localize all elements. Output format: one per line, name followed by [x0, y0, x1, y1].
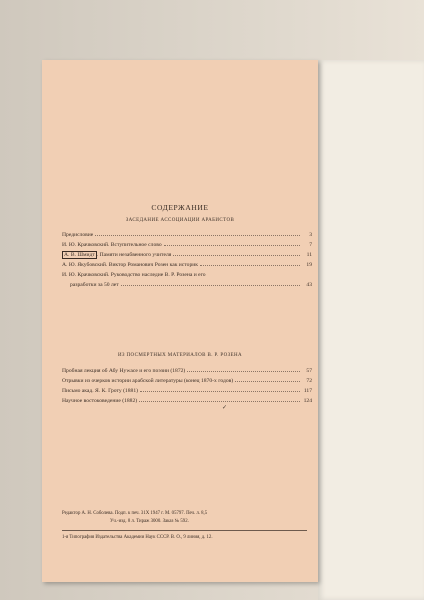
toc-list-2 [62, 366, 312, 406]
toc-entry [62, 250, 312, 260]
toc-entry-title: И. Ю. Крачковский. Вступительное слово [62, 242, 162, 248]
toc-entry-title: Письмо акад. Я. К. Гроту (1881) [62, 388, 138, 394]
section-heading-2: ИЗ ПОСМЕРТНЫХ МАТЕРИАЛОВ В. Р. РОЗЕНА [117, 353, 243, 358]
toc-entry-title: А. Ю. Якубовский. Виктор Романович Розен как историк [62, 262, 198, 268]
facing-page [318, 60, 424, 600]
toc-entry [62, 396, 312, 406]
dot-leader [164, 244, 300, 246]
toc-entry [62, 386, 312, 396]
toc-entry-rest: . Памяти незабвенного учителя [96, 252, 172, 258]
pencil-check-mark: ✓ [222, 405, 228, 411]
imprint-block [62, 510, 307, 542]
toc-entry-title: И. Ю. Крачковский. Руководство наследие В. Р. Розена и его [62, 272, 206, 278]
toc-entry-title: Пробная лекция об Абу Нуwaсе и его поэзии (1872) [62, 368, 186, 374]
dot-leader [235, 380, 300, 382]
imprint-line-3: 1-я Типография Издательства Академии Наук СССР. В. О., 9 линия, д. 12. [62, 535, 213, 540]
toc-entry [62, 270, 312, 280]
toc-entry-page: 11 [306, 252, 312, 258]
imprint-divider [62, 530, 307, 531]
dot-leader [200, 264, 300, 266]
toc-entry-page: 19 [306, 262, 312, 268]
toc-entry-page: 7 [309, 242, 312, 248]
imprint-line-2: Уч.-изд. 8 л. Тираж 3000. Заказ № 592. [110, 519, 189, 524]
toc-entry-page: 72 [306, 378, 312, 384]
toc-list-1 [62, 230, 312, 290]
dot-leader [173, 254, 300, 256]
page-title: СОДЕРЖАНИЕ [151, 203, 209, 212]
toc-entry-page: 57 [306, 368, 312, 374]
toc-entry-page: 117 [303, 388, 312, 394]
toc-entry-title [62, 250, 171, 260]
toc-entry [62, 280, 312, 290]
imprint-line-1: Редактор А. Н. Соболева. Подп. к печ. 31Х 1947 г. М. 05797. Печ. л. 8,5 [62, 511, 208, 516]
dot-leader [121, 284, 300, 286]
toc-entry-title: разработки за 50 лет [70, 282, 119, 288]
boxed-author: А. В. Шмидт [64, 252, 95, 258]
toc-entry-page: 43 [306, 282, 312, 288]
book-page [42, 60, 318, 582]
toc-entry [62, 366, 312, 376]
toc-entry-title: Отрывки из очерков истории арабской литературы (конец 1870-х годов) [62, 378, 234, 384]
dot-leader [139, 400, 300, 402]
toc-entry [62, 376, 312, 386]
dot-leader [95, 234, 300, 236]
dot-leader [140, 390, 300, 392]
toc-entry-title: Научное востоковедение (1882) [62, 398, 138, 404]
toc-entry [62, 230, 312, 240]
toc-entry [62, 260, 312, 270]
section-heading-1: ЗАСЕДАНИЕ АССОЦИАЦИИ АРАБИСТОВ [125, 218, 235, 223]
dot-leader [187, 370, 300, 372]
toc-entry-title: Предисловие [62, 232, 94, 238]
toc-entry-page: 3 [309, 232, 312, 238]
toc-entry [62, 240, 312, 250]
toc-entry-page: 124 [303, 398, 312, 404]
